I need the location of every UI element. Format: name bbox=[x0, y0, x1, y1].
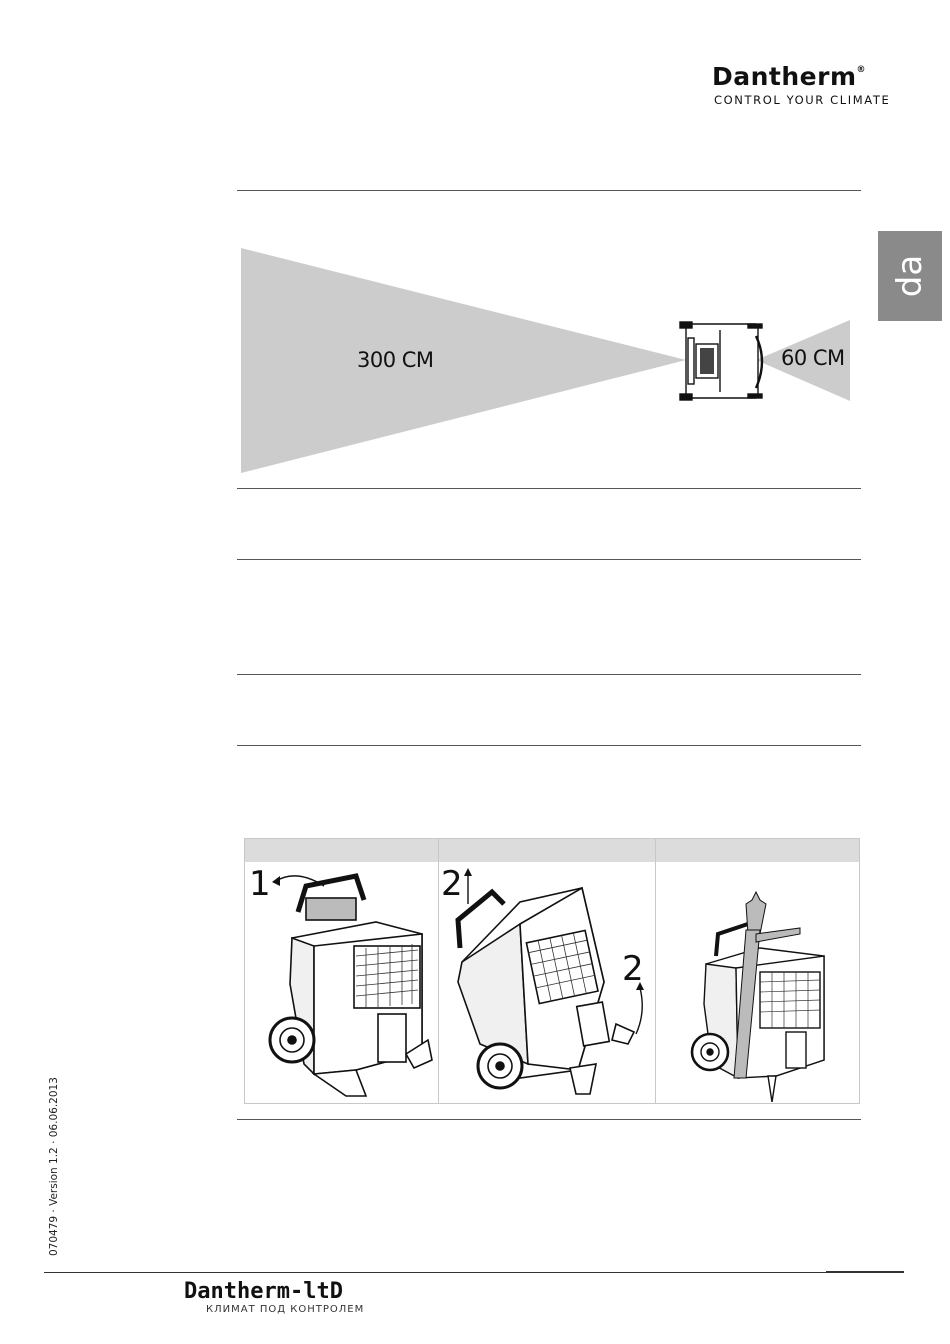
brand-tagline: CONTROL YOUR CLIMATE bbox=[714, 93, 891, 107]
dehumidifier-strapped-illustration bbox=[660, 864, 856, 1102]
step-2-number: 2 bbox=[441, 864, 463, 904]
section-divider bbox=[237, 745, 861, 746]
panel-divider bbox=[655, 839, 656, 1104]
language-code: da bbox=[889, 254, 930, 298]
language-tab[interactable] bbox=[878, 231, 942, 321]
clearance-diagram bbox=[236, 240, 856, 480]
section-divider bbox=[237, 488, 861, 489]
section-divider bbox=[237, 674, 861, 675]
rear-clearance-label: 300 CM bbox=[357, 348, 434, 372]
footer-brand-logo: Dantherm-ltD bbox=[184, 1279, 343, 1304]
section-divider bbox=[237, 1119, 861, 1120]
dehumidifier-upright-illustration bbox=[246, 864, 436, 1102]
section-divider bbox=[237, 190, 861, 191]
registered-mark: ® bbox=[856, 65, 867, 75]
step-2-tilt-number: 2 bbox=[622, 949, 644, 989]
step-1-number: 1 bbox=[249, 864, 271, 904]
panel-divider bbox=[438, 839, 439, 1104]
brand-logo bbox=[712, 62, 866, 91]
document-version-note: 070479 · Version 1.2 · 06.06.2013 bbox=[48, 1077, 60, 1256]
panel-header-bar bbox=[245, 839, 859, 862]
front-clearance-label: 60 CM bbox=[781, 346, 845, 370]
footer-rule-accent bbox=[826, 1271, 904, 1273]
rear-clearance-area bbox=[241, 248, 686, 473]
unit-top-view-icon bbox=[680, 322, 762, 400]
brand-name: Dantherm bbox=[712, 62, 857, 91]
footer-rule bbox=[44, 1272, 904, 1273]
section-divider bbox=[237, 559, 861, 560]
footer-brand-tagline: КЛИМАТ ПОД КОНТРОЛЕМ bbox=[206, 1304, 365, 1315]
